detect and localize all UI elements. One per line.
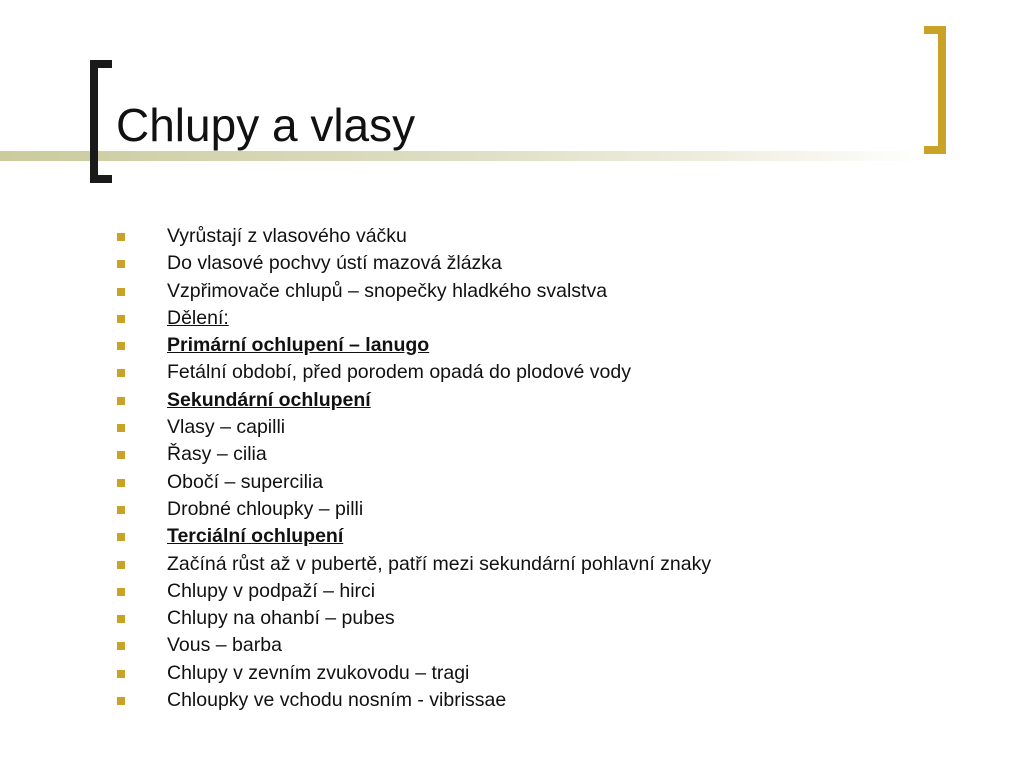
- slide-title: Chlupy a vlasy: [116, 99, 416, 151]
- bullet-square-icon: [117, 288, 125, 296]
- bullet-text: Chlupy v podpaží – hirci: [167, 579, 376, 602]
- bullet-square-icon: [117, 451, 125, 459]
- bullet-square-icon: [117, 588, 125, 596]
- right-bracket-vertical: [938, 26, 946, 154]
- bullet-text: Chlupy na ohanbí – pubes: [167, 607, 395, 630]
- bullet-text: Vyrůstají z vlasového váčku: [167, 225, 407, 247]
- title-divider-line: [0, 151, 930, 161]
- bullet-square-icon: [117, 506, 125, 514]
- bullet-square-icon: [117, 670, 125, 678]
- bullet-text: Do vlasové pochvy ústí mazová žlázka: [167, 252, 502, 275]
- bullet-text: Vzpřimovače chlupů – snopečky hladkého svalstva: [167, 279, 608, 302]
- bullet-square-icon: [117, 615, 125, 623]
- bullet-square-icon: [117, 479, 125, 487]
- bullet-text: Primární ochlupení – lanugo: [167, 334, 430, 357]
- left-bracket-top: [90, 60, 112, 68]
- left-bracket-vertical: [90, 60, 98, 183]
- bullet-square-icon: [117, 642, 125, 650]
- bullet-text: Fetální období, před porodem opadá do plodové vody: [167, 361, 632, 384]
- right-bracket-bottom: [924, 146, 946, 154]
- bullet-text: Sekundární ochlupení: [167, 388, 371, 411]
- bullet-text: Začíná růst až v pubertě, patří mezi sekundární pohlavní znaky: [167, 552, 712, 575]
- right-bracket-decoration: [924, 26, 946, 154]
- bullet-square-icon: [117, 369, 125, 377]
- left-bracket-decoration: [90, 60, 112, 183]
- left-bracket-bottom: [90, 175, 112, 183]
- bullet-square-icon: [117, 315, 125, 323]
- bullet-text: Vlasy – capilli: [167, 416, 286, 439]
- bullet-text: Řasy – cilia: [167, 443, 267, 466]
- bullet-square-icon: [117, 260, 125, 268]
- bullet-text: Vous – barba: [167, 634, 282, 657]
- bullet-square-icon: [117, 424, 125, 432]
- bullet-text: Drobné chloupky – pilli: [167, 497, 364, 520]
- bullet-text: Dělení:: [167, 306, 229, 329]
- bullet-square-icon: [117, 561, 125, 569]
- bullet-square-icon: [117, 697, 125, 705]
- bullet-text: Terciální ochlupení: [167, 525, 344, 548]
- right-bracket-top: [924, 26, 946, 34]
- bullet-square-icon: [117, 342, 125, 350]
- bullet-square-icon: [117, 233, 125, 241]
- bullet-square-icon: [117, 533, 125, 541]
- bullet-text: Obočí – supercilia: [167, 470, 324, 493]
- bullet-text: Chlupy v zevním zvukovodu – tragi: [167, 661, 470, 684]
- bullet-text: Chloupky ve vchodu nosním - vibrissae: [167, 689, 507, 712]
- bullet-square-icon: [117, 397, 125, 405]
